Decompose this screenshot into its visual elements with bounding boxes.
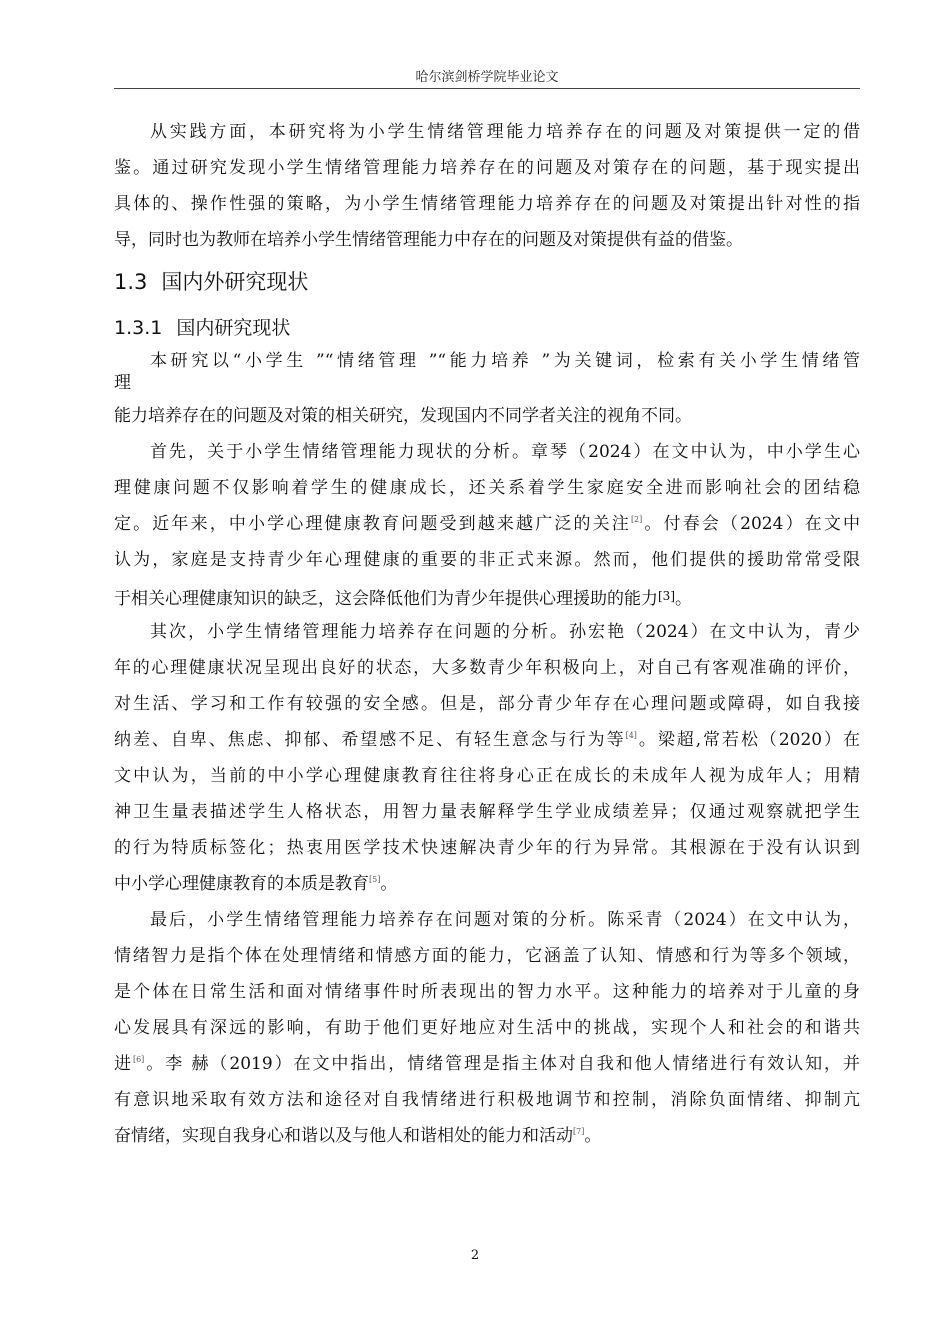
text-run: 定。近年来，中小学心理健康教育问题受到越来越广泛的关注 <box>114 514 631 534</box>
text-line: 神卫生量表描述学生人格状态，用智力量表解释学生学业成绩差异；仅通过观察就把学生 <box>114 802 860 822</box>
text-line: 对生活、学习和工作有较强的安全感。但是，部分青少年存在心理问题或障碍，如自我接 <box>114 694 860 714</box>
text-line: 鉴。通过研究发现小学生情绪管理能力培养存在的问题及对策存在的问题，基于现实提出 <box>114 158 860 178</box>
text-line: 是个体在日常生活和面对情绪事件时所表现出的智力水平。这种能力的培养对于儿童的身 <box>114 982 860 1002</box>
paragraph-keywords <box>114 350 860 434</box>
text-line <box>114 1118 860 1154</box>
text-line: 能力培养存在的问题及对策的相关研究，发现国内不同学者关注的视角不同。 <box>114 406 692 426</box>
text-line: 导，同时也为教师在培养小学生情绪管理能力中存在的问题及对策提供有益的借鉴。 <box>114 230 743 250</box>
text-line <box>114 506 860 542</box>
header-divider <box>114 88 860 89</box>
text-line: 有意识地采取有效方法和途径对自我情绪进行积极地调节和控制，消除负面情绪、抑制亢 <box>114 1090 860 1110</box>
paragraph-countermeasures <box>114 902 860 1154</box>
text-run: 中小学心理健康教育的本质是教育 <box>114 874 369 894</box>
text-run: 纳差、自卑、焦虑、抑郁、希望感不足、有轻生意念与行为等 <box>114 730 626 750</box>
text-line: 其次，小学生情绪管理能力培养存在问题的分析。孙宏艳（2024）在文中认为，青少 <box>150 622 860 642</box>
running-header: 哈尔滨剑桥学院毕业论文 <box>415 70 559 85</box>
citation-ref[interactable]: [7] <box>573 1127 585 1136</box>
text-line: 年的心理健康状况呈现出良好的状态，大多数青少年积极向上，对自己有客观准确的评价， <box>114 658 860 678</box>
text-line: 本研究以“小学生 ”“情绪管理 ”“能力培养 ”为关键词，检索有关小学生情绪管 <box>150 351 860 371</box>
paragraph-problems <box>114 614 860 902</box>
text-line: 情绪智力是指个体在处理情绪和情感方面的能力，它涵盖了认知、情感和行为等多个领域， <box>114 946 860 966</box>
text-line: 从实践方面，本研究将为小学生情绪管理能力培养存在的问题及对策提供一定的借 <box>150 122 860 142</box>
text-line: 首先，关于小学生情绪管理能力现状的分析。章琴（2024）在文中认为，中小学生心 <box>150 442 860 462</box>
text-line <box>114 578 860 614</box>
section-heading-1-3-1 <box>114 306 860 350</box>
citation-ref[interactable]: [5] <box>369 875 381 884</box>
paragraph-status <box>114 434 860 614</box>
text-line: 理 <box>114 373 131 393</box>
text-line: 理健康问题不仅影响着学生的健康成长，还关系着学生家庭安全进而影响社会的团结稳 <box>114 478 860 498</box>
text-run: 。 <box>675 589 692 609</box>
section-title: 国内研究现状 <box>176 317 291 339</box>
citation-ref[interactable]: [3] <box>658 589 675 603</box>
body-text <box>114 114 860 1154</box>
text-line: 心发展具有深远的影响，有助于他们更好地应对生活中的挑战，实现个人和社会的和谐共 <box>114 1018 860 1038</box>
paragraph-practice <box>114 114 860 258</box>
citation-ref[interactable]: [6] <box>132 1055 145 1064</box>
text-run: 。李 赫（2019）在文中指出，情绪管理是指主体对自我和他人情绪进行有效认知，并 <box>144 1054 860 1074</box>
section-number: 1.3 <box>114 270 148 294</box>
section-title: 国内外研究现状 <box>161 270 309 294</box>
text-run: 于相关心理健康知识的缺乏，这会降低他们为青少年提供心理援助的能力 <box>114 589 658 609</box>
page-number: 2 <box>470 1248 480 1263</box>
text-run: 。 <box>380 874 398 894</box>
text-line: 的行为特质标签化；热衷用医学技术快速解决青少年的行为异常。其根源在于没有认识到 <box>114 838 860 858</box>
section-heading-1-3 <box>114 258 860 306</box>
citation-ref[interactable]: [4] <box>625 731 637 740</box>
text-line <box>114 722 860 758</box>
text-line <box>114 866 860 902</box>
text-run: 。付春会（2024）在文中 <box>642 514 860 534</box>
text-line: 具体的、操作性强的策略，为小学生情绪管理能力培养存在的问题及对策提出针对性的指 <box>114 194 860 214</box>
text-line: 最后，小学生情绪管理能力培养存在问题对策的分析。陈采青（2024）在文中认为， <box>150 910 860 930</box>
text-run: 进 <box>114 1054 133 1074</box>
text-run: 。 <box>584 1126 602 1146</box>
citation-ref[interactable]: [2] <box>630 515 643 524</box>
section-number: 1.3.1 <box>114 317 163 339</box>
text-run: 奋情绪，实现自我身心和谐以及与他人和谐相处的能力和活动 <box>114 1126 573 1146</box>
text-line: 文中认为，当前的中小学心理健康教育往往将身心正在成长的未成年人视为成年人；用精 <box>114 766 860 786</box>
text-line: 认为，家庭是支持青少年心理健康的重要的非正式来源。然而，他们提供的援助常常受限 <box>114 550 860 570</box>
text-line <box>114 1046 860 1082</box>
text-run: 。梁超,常若松（2020）在 <box>636 730 860 750</box>
